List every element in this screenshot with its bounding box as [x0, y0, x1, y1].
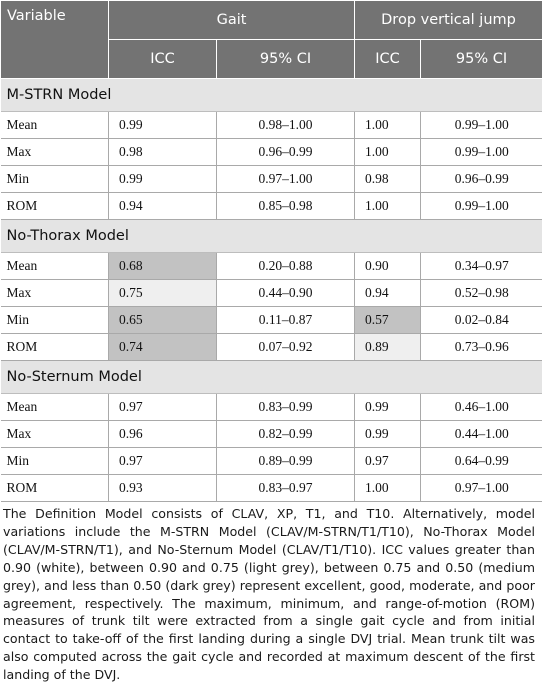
- djv-icc-cell: 1.00: [355, 193, 421, 220]
- djv-ci-cell: 0.97–1.00: [421, 475, 542, 502]
- djv-icc-cell: 0.99: [355, 394, 421, 421]
- gait-ci-cell: 0.83–0.99: [217, 394, 355, 421]
- section-row-no-sternum: [1, 361, 542, 394]
- djv-ci-cell: 0.99–1.00: [421, 193, 542, 220]
- row-label: ROM: [1, 475, 109, 502]
- djv-icc-cell: 1.00: [355, 475, 421, 502]
- gait-ci-cell: 0.07–0.92: [217, 334, 355, 361]
- djv-icc-cell: 0.98: [355, 166, 421, 193]
- table-row: [1, 394, 542, 421]
- gait-ci-cell: 0.82–0.99: [217, 421, 355, 448]
- gait-icc-cell: 0.98: [109, 139, 217, 166]
- gait-icc-cell: 0.75: [109, 280, 217, 307]
- table-row: [1, 166, 542, 193]
- gait-icc-cell: 0.97: [109, 448, 217, 475]
- djv-ci-cell: 0.96–0.99: [421, 166, 542, 193]
- header-gait: Gait: [109, 1, 355, 40]
- gait-icc-cell: 0.99: [109, 112, 217, 139]
- header-variable: Variable: [1, 1, 109, 79]
- row-label: Mean: [1, 394, 109, 421]
- section-row-m-strn: [1, 79, 542, 112]
- djv-ci-cell: 0.46–1.00: [421, 394, 542, 421]
- header-gait-ci: 95% CI: [217, 40, 355, 79]
- table-row: [1, 112, 542, 139]
- table-row: [1, 421, 542, 448]
- djv-icc-cell: 1.00: [355, 112, 421, 139]
- row-label: Min: [1, 307, 109, 334]
- djv-ci-cell: 0.64–0.99: [421, 448, 542, 475]
- djv-ci-cell: 0.99–1.00: [421, 112, 542, 139]
- djv-icc-cell: 0.97: [355, 448, 421, 475]
- row-label: Max: [1, 421, 109, 448]
- row-label: Max: [1, 280, 109, 307]
- header-djv-ci: 95% CI: [421, 40, 542, 79]
- section-row-no-thorax: [1, 220, 542, 253]
- row-label: Min: [1, 166, 109, 193]
- djv-icc-cell: 1.00: [355, 139, 421, 166]
- gait-icc-cell: 0.96: [109, 421, 217, 448]
- section-title: M-STRN Model: [1, 79, 542, 112]
- header-drop-vertical-jump: Drop vertical jump: [355, 1, 542, 40]
- gait-icc-cell: 0.94: [109, 193, 217, 220]
- header-row-groups: [1, 1, 542, 40]
- djv-icc-cell: 0.94: [355, 280, 421, 307]
- gait-icc-cell: 0.65: [109, 307, 217, 334]
- section-title: No-Sternum Model: [1, 361, 542, 394]
- row-label: Mean: [1, 253, 109, 280]
- gait-icc-cell: 0.74: [109, 334, 217, 361]
- djv-icc-cell: 0.99: [355, 421, 421, 448]
- table-row: [1, 307, 542, 334]
- gait-ci-cell: 0.97–1.00: [217, 166, 355, 193]
- gait-ci-cell: 0.20–0.88: [217, 253, 355, 280]
- djv-icc-cell: 0.90: [355, 253, 421, 280]
- gait-ci-cell: 0.96–0.99: [217, 139, 355, 166]
- gait-ci-cell: 0.11–0.87: [217, 307, 355, 334]
- table-footnote: The Definition Model consists of CLAV, XP, T1, and T10. Alternatively, model variations include the M-STRN Model (CLAV/M-STRN/T1/T10), No-Thorax Model (CLAV/M-STRN/T1), and No-Sternum Model (CLAV/T1/T10). ICC values greater than 0.90 (white), between 0.90 and 0.75 (light grey), between 0.75 and 0.50 (medium grey), and less than 0.50 (dark grey) represent excellent, good, moderate, and poor agreement, respectively. The maximum, minimum, and range-of-motion (ROM) measures of trunk tilt were extracted from a single gait cycle and from initial contact to take-off of the first landing during a single DVJ trial. Mean trunk tilt was also computed across the gait cycle and recorded at maximum descent of the first landing of the DVJ.: [0, 502, 542, 684]
- table-row: [1, 334, 542, 361]
- djv-ci-cell: 0.34–0.97: [421, 253, 542, 280]
- row-label: ROM: [1, 193, 109, 220]
- djv-ci-cell: 0.44–1.00: [421, 421, 542, 448]
- table-row: [1, 475, 542, 502]
- gait-ci-cell: 0.83–0.97: [217, 475, 355, 502]
- gait-icc-cell: 0.93: [109, 475, 217, 502]
- gait-icc-cell: 0.97: [109, 394, 217, 421]
- djv-icc-cell: 0.57: [355, 307, 421, 334]
- header-djv-icc: ICC: [355, 40, 421, 79]
- djv-ci-cell: 0.73–0.96: [421, 334, 542, 361]
- row-label: Min: [1, 448, 109, 475]
- djv-ci-cell: 0.02–0.84: [421, 307, 542, 334]
- gait-icc-cell: 0.99: [109, 166, 217, 193]
- row-label: Max: [1, 139, 109, 166]
- header-gait-icc: ICC: [109, 40, 217, 79]
- djv-ci-cell: 0.52–0.98: [421, 280, 542, 307]
- section-title: No-Thorax Model: [1, 220, 542, 253]
- djv-ci-cell: 0.99–1.00: [421, 139, 542, 166]
- table-row: [1, 448, 542, 475]
- gait-icc-cell: 0.68: [109, 253, 217, 280]
- gait-ci-cell: 0.89–0.99: [217, 448, 355, 475]
- row-label: ROM: [1, 334, 109, 361]
- table-row: [1, 139, 542, 166]
- gait-ci-cell: 0.44–0.90: [217, 280, 355, 307]
- gait-ci-cell: 0.85–0.98: [217, 193, 355, 220]
- row-label: Mean: [1, 112, 109, 139]
- table-row: [1, 253, 542, 280]
- djv-icc-cell: 0.89: [355, 334, 421, 361]
- gait-ci-cell: 0.98–1.00: [217, 112, 355, 139]
- table-row: [1, 280, 542, 307]
- table-row: [1, 193, 542, 220]
